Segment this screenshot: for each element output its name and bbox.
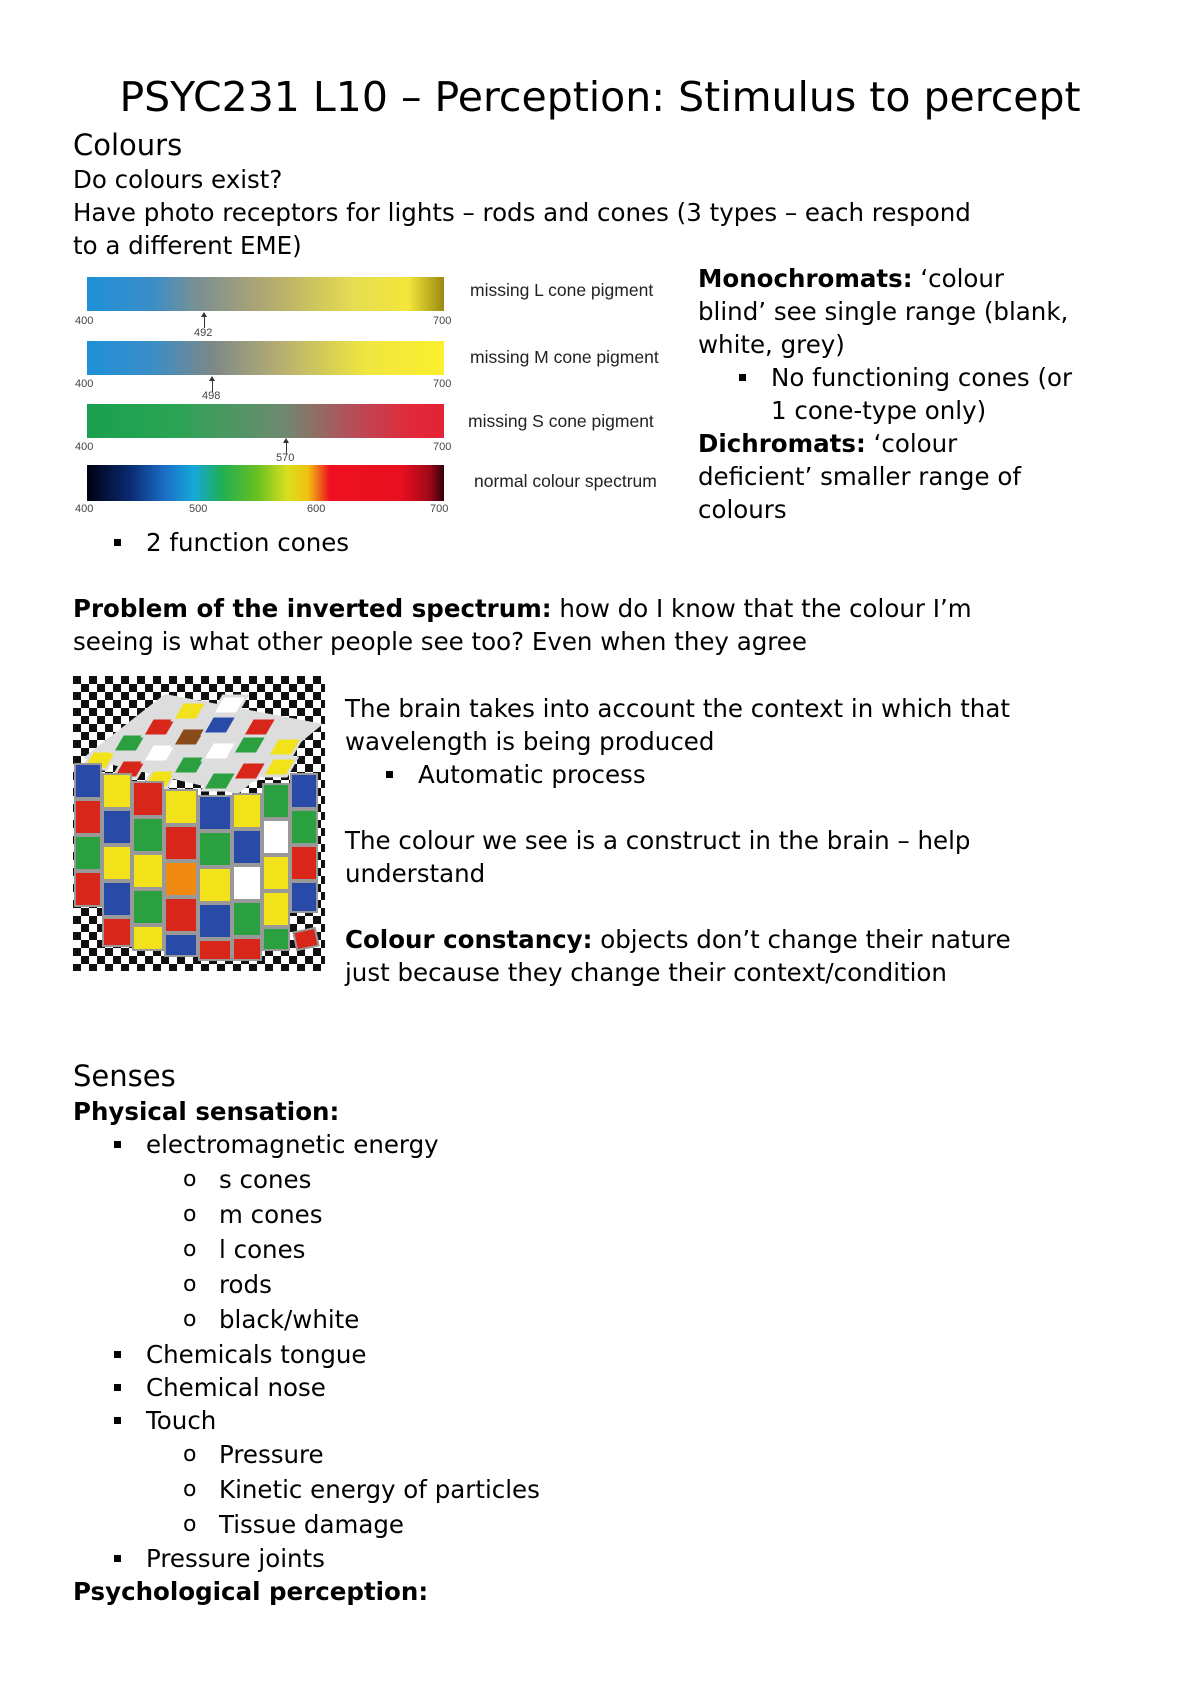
colours-heading: Colours <box>73 128 183 162</box>
list-subitem: o Pressure <box>219 1438 324 1471</box>
list-subitem: o Tissue damage <box>219 1508 404 1541</box>
automatic-process-bullet: Automatic process <box>418 760 646 789</box>
colour-constancy-line-1 <box>345 923 1011 956</box>
normal-tick-600: 600 <box>307 503 326 515</box>
monochromats-term: Monochromats: <box>698 264 913 293</box>
normal-spectrum-bar <box>87 465 444 501</box>
missing-m-spectrum-bar <box>87 341 444 375</box>
missing-l-start-tick: 400 <box>75 315 94 327</box>
list-item: electromagnetic energy <box>146 1130 439 1159</box>
missing-s-end-tick: 700 <box>433 441 452 453</box>
missing-l-spectrum-bar <box>87 277 444 311</box>
colours-line-2: Have photo receptors for lights – rods and cones (3 types – each respond <box>73 198 971 227</box>
normal-tick-700: 700 <box>430 503 449 515</box>
missing-l-end-tick: 700 <box>433 315 452 327</box>
function-cones-bullet: 2 function cones <box>146 528 350 557</box>
dichromats-line-1 <box>698 427 957 460</box>
missing-s-marker-label: 570 <box>276 452 295 464</box>
monochromats-line-2: blind’ see single range (blank, <box>698 297 1069 326</box>
inverted-spectrum-text: how do I know that the colour I’m <box>559 594 972 623</box>
construct-line-2: understand <box>345 859 486 888</box>
missing-m-marker-label: 498 <box>202 390 221 402</box>
list-item: Chemicals tongue <box>146 1340 367 1369</box>
list-subitem: o black/white <box>219 1303 359 1336</box>
list-item: Chemical nose <box>146 1373 326 1402</box>
psychological-perception-term: Psychological perception: <box>73 1577 429 1606</box>
inverted-spectrum-line-2: seeing is what other people see too? Even when they agree <box>73 627 807 656</box>
list-subitem: o m cones <box>219 1198 322 1231</box>
normal-spectrum-label: normal colour spectrum <box>474 471 657 491</box>
context-line-2: wavelength is being produced <box>345 727 715 756</box>
colour-constancy-line-2: just because they change their context/condition <box>345 958 947 987</box>
physical-sensation-heading <box>73 1095 339 1128</box>
colour-constancy-term: Colour constancy: <box>345 925 593 954</box>
list-subitem: o Kinetic energy of particles <box>219 1473 540 1506</box>
monochromats-line-3: white, grey) <box>698 330 845 359</box>
missing-l-label: missing L cone pigment <box>470 280 654 300</box>
normal-tick-500: 500 <box>189 503 208 515</box>
missing-s-label: missing S cone pigment <box>468 411 654 431</box>
dichromats-term: Dichromats: <box>698 429 866 458</box>
monochromats-line-1 <box>698 262 1004 295</box>
inverted-spectrum-term: Problem of the inverted spectrum: <box>73 594 552 623</box>
monochromats-bullet: No functioning cones (or <box>771 363 1073 392</box>
colour-cube-illusion-image <box>73 676 325 971</box>
list-subitem: o s cones <box>219 1163 311 1196</box>
dichromats-line-3: colours <box>698 495 787 524</box>
colours-line-3: to a different EME) <box>73 231 302 260</box>
construct-line-1: The colour we see is a construct in the brain – help <box>345 826 971 855</box>
inverted-spectrum-line-1 <box>73 592 972 625</box>
monochromats-bullet-line-2: 1 cone-type only) <box>771 396 987 425</box>
monochromats-text-1: ‘colour <box>920 264 1004 293</box>
list-subitem: o l cones <box>219 1233 305 1266</box>
list-item: Touch <box>146 1406 217 1435</box>
missing-l-marker-label: 492 <box>194 327 213 339</box>
missing-s-spectrum-bar <box>87 404 444 438</box>
psychological-perception-heading <box>73 1575 428 1608</box>
missing-m-label: missing M cone pigment <box>470 347 659 367</box>
missing-m-start-tick: 400 <box>75 378 94 390</box>
colours-line-1: Do colours exist? <box>73 165 283 194</box>
list-subitem: o rods <box>219 1268 272 1301</box>
physical-sensation-term: Physical sensation: <box>73 1097 340 1126</box>
list-item: Pressure joints <box>146 1544 325 1573</box>
senses-heading: Senses <box>73 1059 176 1093</box>
page-title: PSYC231 L10 – Perception: Stimulus to percept <box>119 73 1081 121</box>
dichromats-line-2: deficient’ smaller range of <box>698 462 1021 491</box>
missing-m-end-tick: 700 <box>433 378 452 390</box>
normal-tick-400: 400 <box>75 503 94 515</box>
colour-constancy-text: objects don’t change their nature <box>600 925 1011 954</box>
context-line-1: The brain takes into account the context in which that <box>345 694 1010 723</box>
missing-s-start-tick: 400 <box>75 441 94 453</box>
dichromats-text-1: ‘colour <box>873 429 958 458</box>
